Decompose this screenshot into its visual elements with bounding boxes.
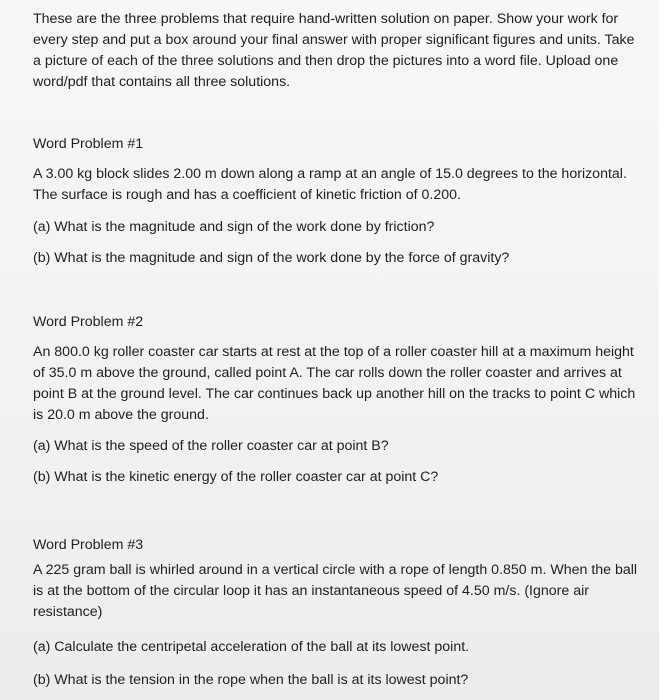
problem-1-statement: A 3.00 kg block slides 2.00 m down along a ramp at an angle of 15.0 degrees to the horizontal. The surface is rough and has a coefficient of kinetic friction of 0.200.	[33, 166, 627, 203]
problem-1-part-b: (b) What is the magnitude and sign of the work done by the force of gravity?	[33, 250, 510, 266]
problem-1-part-a: (a) What is the magnitude and sign of the work done by friction?	[33, 219, 435, 235]
problem-2-statement: An 800.0 kg roller coaster car starts at rest at the top of a roller coaster hill at a maximum height of 35.0 m above the ground, called point A. The car rolls down the roller coaster and arrives at point B at the ground level. The car continues back up another hill on the tracks to point C which is 20.0 m above the ground.	[33, 344, 636, 423]
problem-2-part-a: (a) What is the speed of the roller coaster car at point B?	[33, 438, 389, 454]
problem-1-heading: Word Problem #1	[33, 136, 144, 152]
problem-3-heading: Word Problem #3	[33, 537, 144, 553]
problem-3-part-b: (b) What is the tension in the rope when the ball is at its lowest point?	[33, 672, 469, 688]
problem-3-part-a: (a) Calculate the centripetal acceleration of the ball at its lowest point.	[33, 639, 470, 655]
problem-2-part-b: (b) What is the kinetic energy of the roller coaster car at point C?	[33, 469, 439, 485]
problem-2-heading: Word Problem #2	[33, 314, 144, 330]
instructions-paragraph: These are the three problems that require hand-written solution on paper. Show your work for every step and put a box around your final answer with proper significant figures and units. Take a picture of each of the three solutions and then drop the pictures into a word file. Upload one word/pdf that contains all three solutions.	[33, 11, 635, 90]
problem-3-statement: A 225 gram ball is whirled around in a vertical circle with a rope of length 0.850 m. When the ball is at the bottom of the circular loop it has an instantaneous speed of 4.50 m/s. (Ignore air resistance)	[33, 562, 638, 620]
